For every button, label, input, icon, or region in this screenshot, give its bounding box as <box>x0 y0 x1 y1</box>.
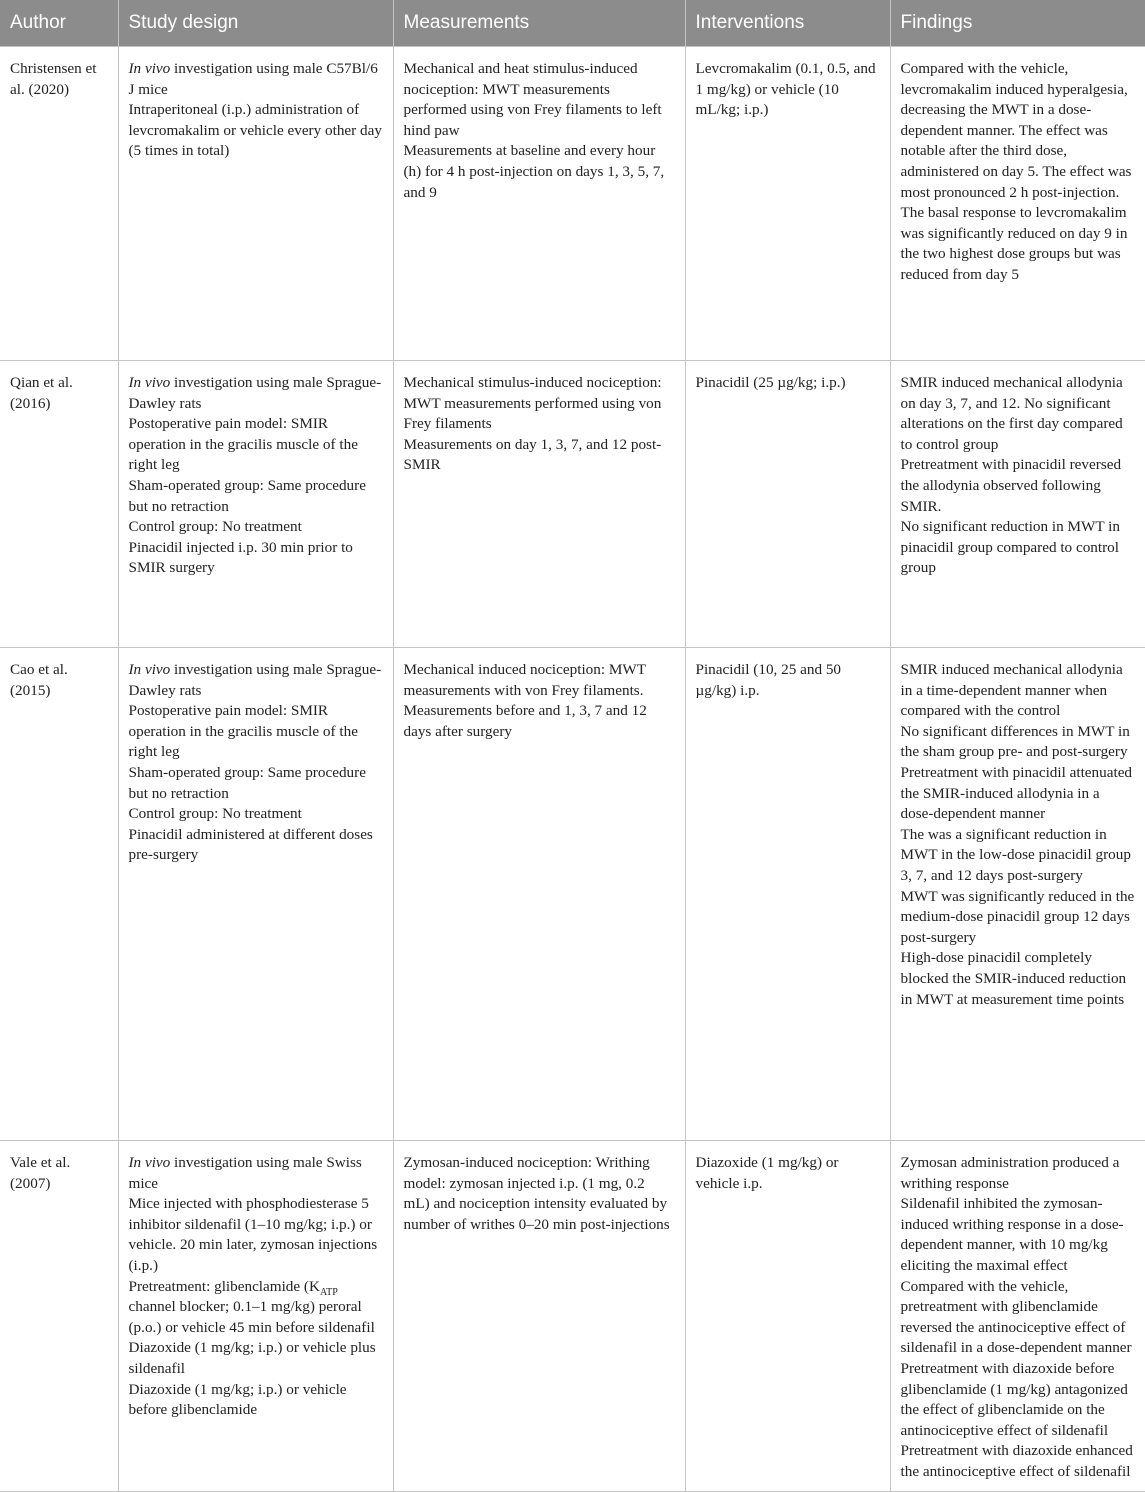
author-cell: Qian et al. (2016) <box>0 361 118 648</box>
design-line: Diazoxide (1 mg/kg; i.p.) or vehicle before glibenclamide <box>128 1380 347 1419</box>
measurement-line: Zymosan-induced nociception: Writhing model: zymosan injected i.p. (1 mg, 0.2 mL) and nociception intensity evaluated by number of writhes 0–20 min post-injections <box>403 1154 670 1233</box>
design-line: Diazoxide (1 mg/kg; i.p.) or vehicle plus sildenafil <box>128 1339 376 1377</box>
study-design-cell <box>118 47 393 361</box>
interventions-cell: Levcromakalim (0.1, 0.5, and 1 mg/kg) or vehicle (10 mL/kg; i.p.) <box>685 47 890 361</box>
header-measurements: Measurements <box>393 0 685 47</box>
finding-line: Compared with the vehicle, pretreatment with glibenclamide reversed the antinociceptive effect of sildenafil in a dose-dependent manner <box>900 1277 1132 1357</box>
findings-cell <box>890 648 1145 1141</box>
header-interventions: Interventions <box>685 0 890 47</box>
finding-line: The was a significant reduction in MWT in the low-dose pinacidil group 3, 7, and 12 days post-surgery <box>900 825 1131 884</box>
design-line: Pretreatment: glibenclamide ($K_{ATP}$ channel blocker; 0.1–1 mg/kg) peroral (p.o.) or vehicle 45 min before sildenafil <box>128 1277 375 1336</box>
design-line: Control group: No treatment <box>128 518 302 536</box>
finding-line: Pretreatment with pinacidil reversed the allodynia observed following SMIR. <box>900 456 1122 515</box>
finding-line: MWT was significantly reduced in the medium-dose pinacidil group 12 days post-surgery <box>900 887 1135 946</box>
study-design-cell <box>118 1141 393 1492</box>
interventions-cell: Pinacidil (25 µg/kg; i.p.) <box>685 361 890 648</box>
measurements-cell <box>393 1141 685 1492</box>
design-line: Intraperitoneal (i.p.) administration of levcromakalim or vehicle every other day (5 times in total) <box>128 101 382 160</box>
finding-line: SMIR induced mechanical allodynia on day 3, 7, and 12. No significant alterations on the first day compared to control group <box>900 374 1123 453</box>
interventions-cell: Pinacidil (10, 25 and 50 µg/kg) i.p. <box>685 648 890 1141</box>
header-findings: Findings <box>890 0 1145 47</box>
study-design-cell <box>118 361 393 648</box>
author-cell: Cao et al. (2015) <box>0 648 118 1141</box>
measurement-line: Measurements on day 1, 3, 7, and 12 post-SMIR <box>403 435 662 474</box>
measurements-cell <box>393 361 685 648</box>
design-line: In vivo investigation using male Sprague-Dawley rats <box>128 374 382 412</box>
findings-cell <box>890 47 1145 361</box>
finding-line: Pretreatment with diazoxide enhanced the antinociceptive effect of sildenafil <box>900 1442 1133 1480</box>
table-row <box>0 361 1145 648</box>
study-design-cell <box>118 648 393 1141</box>
design-line: Postoperative pain model: SMIR operation in the gracilis muscle of the right leg <box>128 415 358 474</box>
finding-line: No significant reduction in MWT in pinacidil group compared to control group <box>900 518 1120 577</box>
finding-line: SMIR induced mechanical allodynia in a time-dependent manner when compared with the control <box>900 661 1123 720</box>
design-line: Control group: No treatment <box>128 805 302 823</box>
header-author: Author <box>0 0 118 47</box>
design-line: In vivo investigation using male Sprague-Dawley rats <box>128 661 382 699</box>
table-row <box>0 648 1145 1141</box>
design-line: Postoperative pain model: SMIR operation in the gracilis muscle of the right leg <box>128 702 358 761</box>
interventions-cell: Diazoxide (1 mg/kg) or vehicle i.p. <box>685 1141 890 1492</box>
findings-cell <box>890 1141 1145 1492</box>
design-line: Pinacidil injected i.p. 30 min prior to SMIR surgery <box>128 538 353 577</box>
finding-line: Zymosan administration produced a writhing response <box>900 1154 1120 1192</box>
design-line: In vivo investigation using male Swiss mice <box>128 1154 362 1192</box>
finding-line: No significant differences in MWT in the sham group pre- and post-surgery <box>900 722 1130 761</box>
header-study-design: Study design <box>118 0 393 47</box>
finding-line: Sildenafil inhibited the zymosan-induced writhing response in a dose-dependent manner, with 10 mg/kg eliciting the maximal effect <box>900 1195 1124 1274</box>
measurements-cell <box>393 47 685 361</box>
author-cell: Vale et al. (2007) <box>0 1141 118 1492</box>
measurement-line: Mechanical and heat stimulus-induced nociception: MWT measurements performed using von Frey filaments to left hind paw <box>403 60 662 139</box>
finding-line: Compared with the vehicle, levcromakalim induced hyperalgesia, decreasing the MWT in a dose-dependent manner. The effect was notable after the third dose, administered on day 5. The effect was most pronounced 2 h post-injection. The basal response to levcromakalim was significantly reduced on day 9 in the two highest dose groups but was reduced from day 5 <box>900 60 1132 283</box>
design-line: Sham-operated group: Same procedure but no retraction <box>128 476 366 515</box>
finding-line: Pretreatment with pinacidil attenuated the SMIR-induced allodynia in a dose-dependent manner <box>900 763 1133 823</box>
finding-line: Pretreatment with diazoxide before glibenclamide (1 mg/kg) antagonized the effect of glibenclamide on the antinociceptive effect of sildenafil <box>900 1359 1128 1439</box>
table-row <box>0 1141 1145 1492</box>
design-line: Sham-operated group: Same procedure but no retraction <box>128 763 366 802</box>
measurement-line: Mechanical induced nociception: MWT measurements with von Frey filaments. Measurements before and 1, 3, 7 and 12 days after surgery <box>403 661 647 740</box>
author-cell: Christensen et al. (2020) <box>0 47 118 361</box>
design-line: In vivo investigation using male C57Bl/6 J mice <box>128 60 378 98</box>
measurement-line: Measurements at baseline and every hour (h) for 4 h post-injection on days 1, 3, 5, 7, and 9 <box>403 142 665 201</box>
table-row <box>0 47 1145 361</box>
measurements-cell <box>393 648 685 1141</box>
finding-line: High-dose pinacidil completely blocked the SMIR-induced reduction in MWT at measurement time points <box>900 949 1127 1008</box>
findings-cell <box>890 361 1145 648</box>
header-row <box>0 0 1145 47</box>
design-line: Pinacidil administered at different doses pre-surgery <box>128 825 373 864</box>
measurement-line: Mechanical stimulus-induced nociception: MWT measurements performed using von Frey filaments <box>403 374 662 433</box>
design-line: Mice injected with phosphodiesterase 5 inhibitor sildenafil (1–10 mg/kg; i.p.) or vehicle. 20 min later, zymosan injections (i.p.) <box>128 1195 378 1274</box>
